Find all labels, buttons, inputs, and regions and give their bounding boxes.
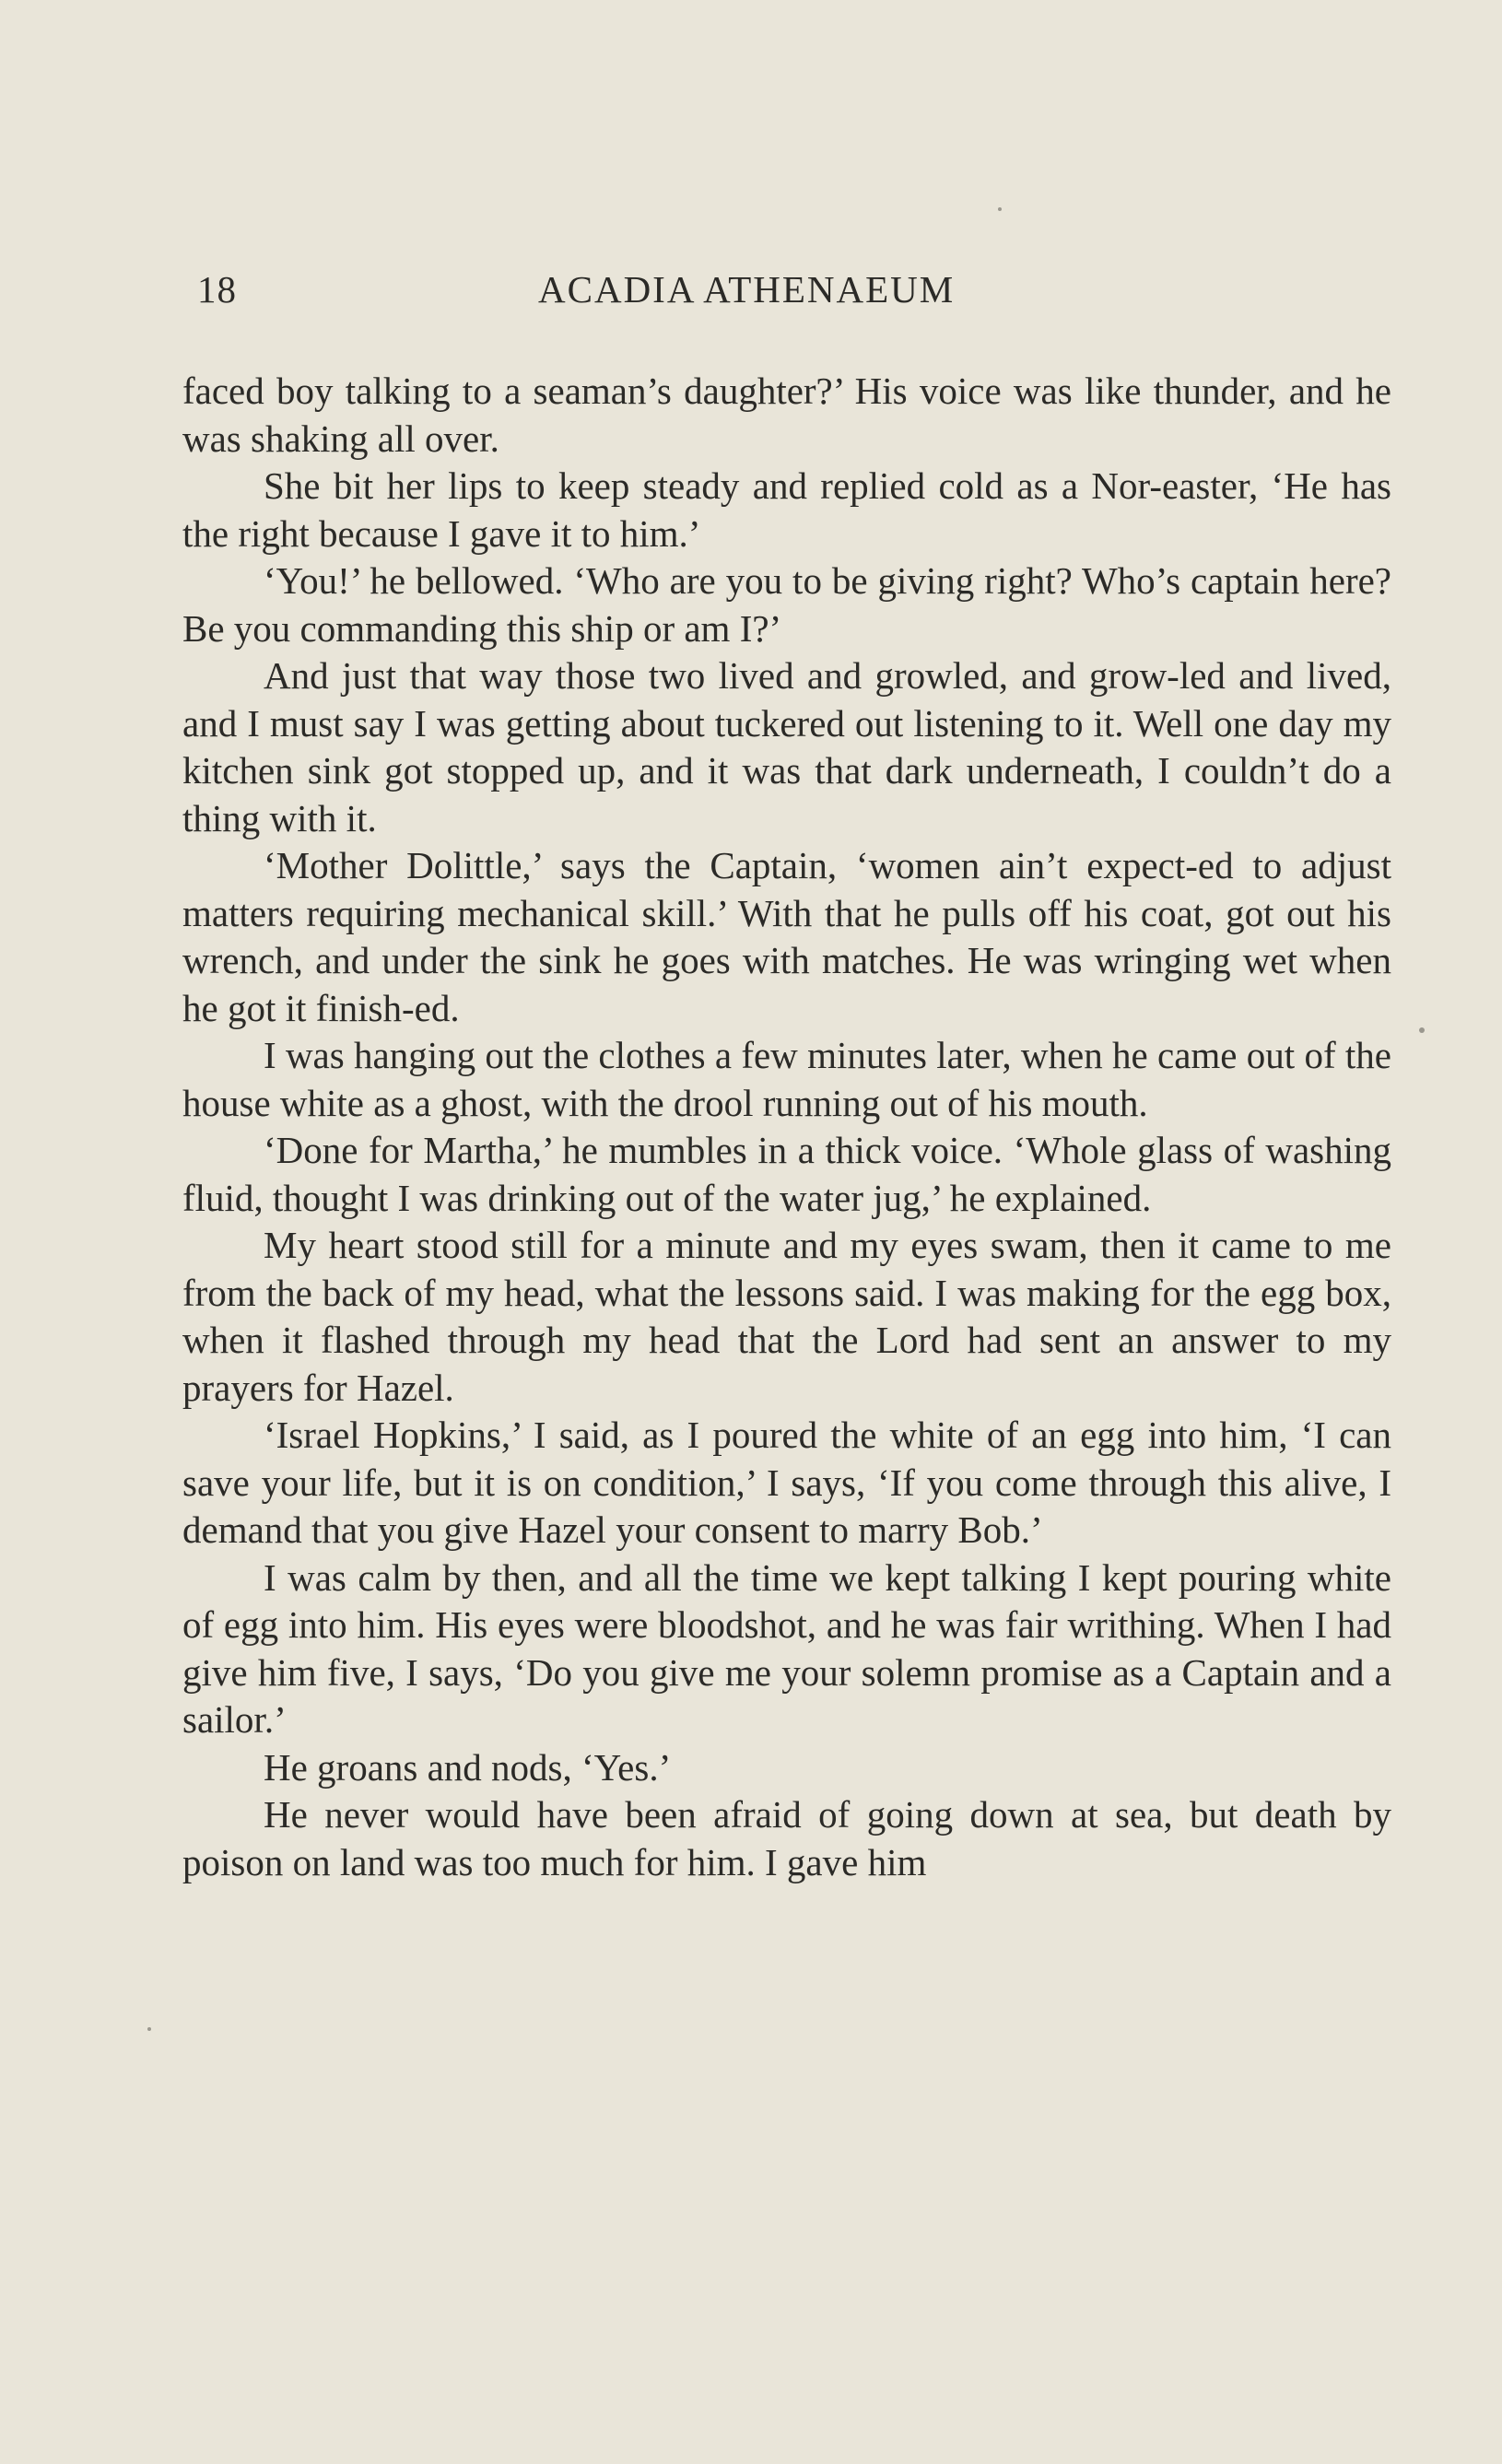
paragraph: And just that way those two lived and growled, and grow-led and lived, and I must say I was getting about tuckered out listening to it. Well one day my kitchen sink got stopped up, and it was that dark underneath, I couldn’t do a thing with it. xyxy=(182,654,1391,839)
paragraph: ‘Mother Dolittle,’ says the Captain, ‘women ain’t expect-ed to adjust matters requiring mechanical skill.’ With that he pulls off his coat, got out his wrench, and under the sink he goes with matches. He was wringing wet when he got it finish-ed. xyxy=(182,844,1391,1029)
paper-speck xyxy=(998,207,1002,211)
paragraph: My heart stood still for a minute and my eyes swam, then it came to me from the back of my head, what the lessons said. I was making for the egg box, when it flashed through my head that the Lord had sent an answer to my prayers for Hazel. xyxy=(182,1224,1391,1409)
paragraph: She bit her lips to keep steady and replied cold as a Nor-easter, ‘He has the right because I gave it to him.’ xyxy=(182,464,1391,555)
paragraph: ‘Done for Martha,’ he mumbles in a thick voice. ‘Whole glass of washing fluid, thought I was drinking out of the water jug,’ he explained. xyxy=(182,1129,1391,1219)
page-number: 18 xyxy=(197,268,237,311)
page-header xyxy=(197,267,1391,323)
paragraph: faced boy talking to a seaman’s daughter?’ His voice was like thunder, and he was shaking all over. xyxy=(182,370,1391,460)
running-title: ACADIA ATHENAEUM xyxy=(538,268,956,311)
paper-speck xyxy=(1419,1027,1425,1033)
paragraph: He never would have been afraid of going down at sea, but death by poison on land was too much for him. I gave him xyxy=(182,1793,1391,1883)
paragraph: ‘You!’ he bellowed. ‘Who are you to be giving right? Who’s captain here? Be you commanding this ship or am I?’ xyxy=(182,559,1391,650)
body-text xyxy=(182,368,1391,1886)
paper-speck xyxy=(147,2027,151,2031)
paragraph: I was hanging out the clothes a few minutes later, when he came out of the house white as a ghost, with the drool running out of his mouth. xyxy=(182,1034,1391,1124)
paragraph: ‘Israel Hopkins,’ I said, as I poured the white of an egg into him, ‘I can save your life, but it is on condition,’ I says, ‘If you come through this alive, I demand that you give Hazel your consent to marry Bob.’ xyxy=(182,1414,1391,1551)
paragraph: He groans and nods, ‘Yes.’ xyxy=(264,1745,672,1789)
paragraph: I was calm by then, and all the time we kept talking I kept pouring white of egg into him. His eyes were bloodshot, and he was fair writhing. When I had give him five, I says, ‘Do you give me your solemn promise as a Captain and a sailor.’ xyxy=(182,1555,1391,1741)
